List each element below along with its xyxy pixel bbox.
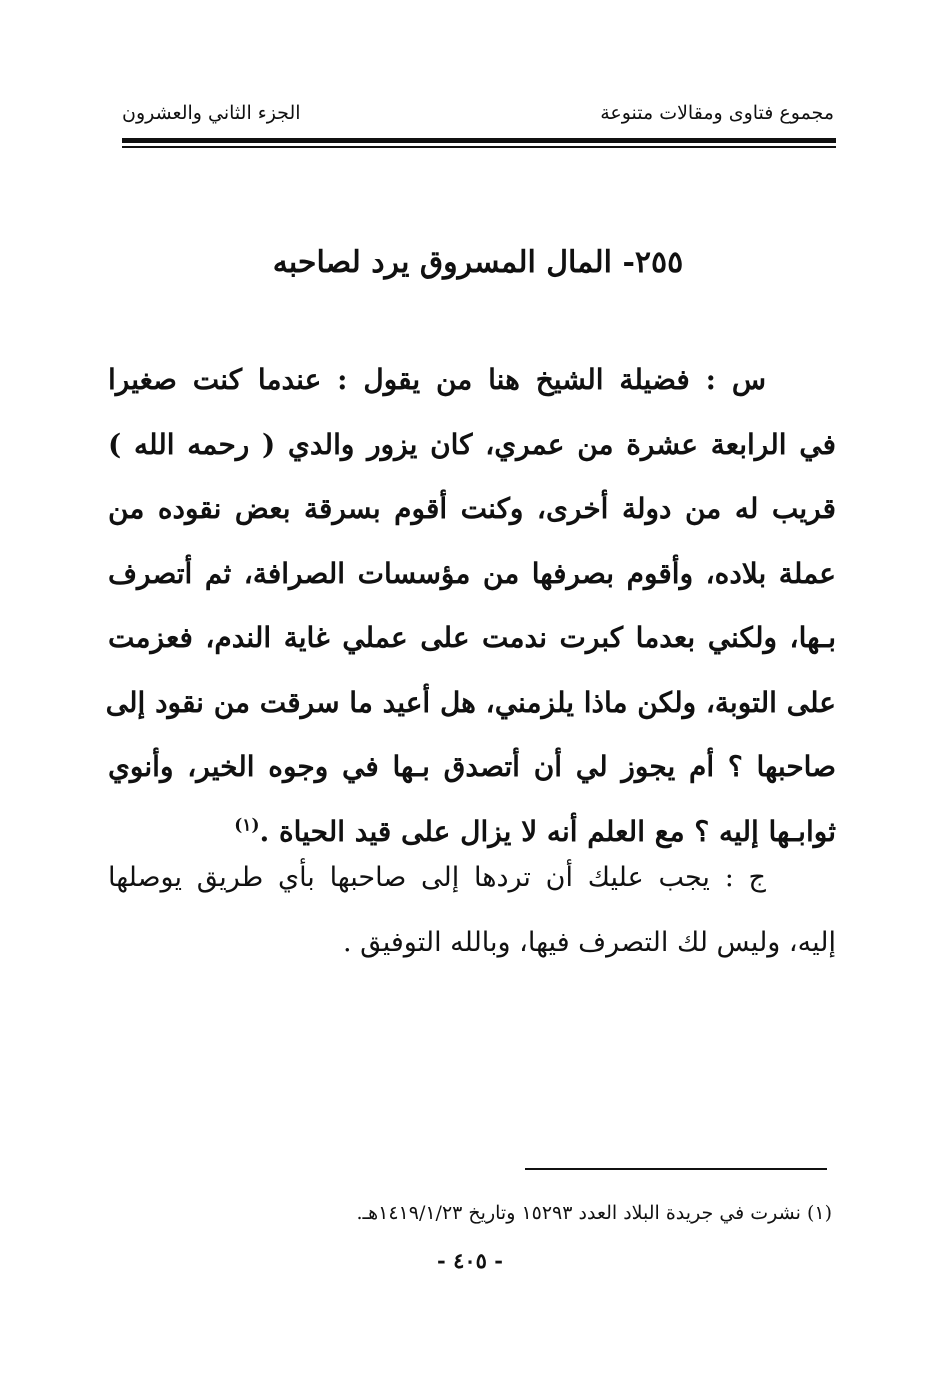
answer-paragraph: [108, 846, 836, 975]
volume-title: الجزء الثاني والعشرون: [122, 102, 301, 124]
footnote: (١) نشرت في جريدة البلاد العدد ١٥٢٩٣ وتاريخ ١٤١٩/١/٢٣هـ.: [356, 1202, 832, 1224]
question-line: س : فضيلة الشيخ هنا من يقول : عندما كنت صغيرا: [108, 363, 766, 396]
question-line: على التوبة، ولكن ماذا يلزمني، هل أعيد ما سرقت من نقود إلى: [105, 685, 836, 719]
footnote-marker: (١): [234, 815, 260, 836]
answer-line: ج : يجب عليك أن تردها إلى صاحبها بأي طريق يوصلها: [108, 862, 766, 893]
question-line: في الرابعة عشرة من عمري، كان يزور والدي ( رحمه الله ): [108, 427, 836, 461]
footnote-rule: [525, 1168, 827, 1170]
question-line: صاحبها ؟ أم يجوز لي أن أتصدق بـها في وجوه الخير، وأنوي: [108, 750, 836, 783]
header-rule-thin: [122, 146, 836, 148]
fatwa-title: ٢٥٥- المال المسروق يرد لصاحبه: [272, 245, 684, 280]
answer-line: إليه، وليس لك التصرف فيها، وبالله التوفيق .: [343, 926, 836, 958]
running-header: [122, 98, 834, 132]
question-line: قريب له من دولة أخرى، وكنت أقوم بسرقة بعض نقوده من: [108, 492, 836, 525]
question-line-text: ثوابـها إليه ؟ مع العلم أنه لا يزال على قيد الحياة .: [259, 814, 836, 848]
question-paragraph: [105, 348, 836, 864]
page-number: - ٤٠٥ -: [437, 1248, 503, 1273]
question-line: عملة بلاده، وأقوم بصرفها من مؤسسات الصرافة، ثم أتصرف: [108, 556, 836, 590]
header-rule-thick: [122, 138, 836, 143]
question-line: بـها، ولكني بعدما كبرت ندمت على عملي غاية الندم، فعزمت: [108, 621, 836, 654]
book-title: مجموع فتاوى ومقالات متنوعة: [600, 102, 834, 124]
